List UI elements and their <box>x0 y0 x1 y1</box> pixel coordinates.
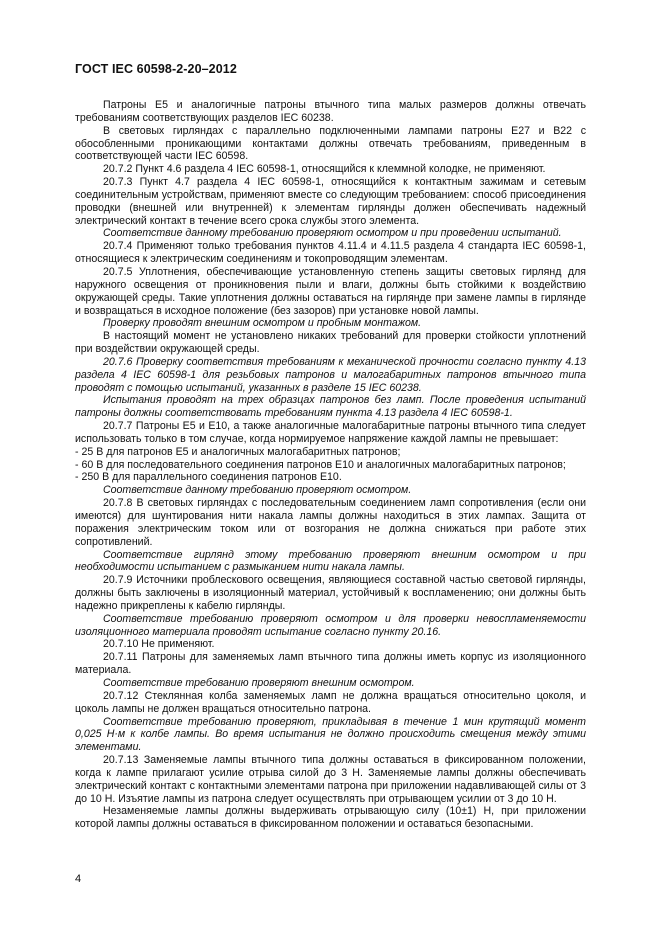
clause-20-7-4: 20.7.4 Применяют только требования пунктов 4.11.4 и 4.11.5 раздела 4 стандарта IEC 60598-1, относящиеся к электрическим соединениям и токопроводящим элементам. <box>75 240 586 266</box>
compliance-note: Соответствие требованию проверяют осмотром и для проверки невоспламеняемости изоляционного материала проводят испытание согласно пункту 20.16. <box>75 612 586 638</box>
compliance-note: Соответствие требованию проверяют внешним осмотром. <box>103 676 415 689</box>
compliance-note: Испытания проводят на трех образцах патронов без ламп. После проведения испытаний патроны должны соответствовать требованиям пункта 4.13 раздела 4 IEC 60598-1. <box>75 394 586 420</box>
list-item: - 25 В для патронов E5 и аналогичных малогабаритных патронов; <box>75 445 401 458</box>
compliance-note: Соответствие требованию проверяют, прикладывая в течение 1 мин крутящий момент 0,025 Н·м к колбе лампы. Во время испытания не должно происходить смещения между этими элементами. <box>75 715 586 754</box>
compliance-note: Проверку проводят внешним осмотром и пробным монтажом. <box>103 317 422 330</box>
compliance-note: Соответствие данному требованию проверяют осмотром. <box>103 484 412 497</box>
clause-20-7-13: 20.7.13 Заменяемые лампы втычного типа должны оставаться в фиксированном положении, когда к лампе прилагают усилие отрыва силой до 3 Н. Заменяемые лампы должны обеспечивать электрический контакт с контактными элементами патрона при приложении надавливающей силы от 3 до 10 Н. Изъятие лампы из патрона следует осуществлять при отрывающем усилии от 3 до 10 Н. <box>75 754 586 805</box>
clause-20-7-2: 20.7.2 Пункт 4.6 раздела 4 IEC 60598-1, относящийся к клеммной колодке, не применяют. <box>103 163 546 176</box>
clause-20-7-10: 20.7.10 Не применяют. <box>103 638 215 651</box>
clause-20-7-9: 20.7.9 Источники проблескового освещения, являющиеся составной частью световой гирлянды, должны быть заключены в изоляционный материал, устойчивый к воспламенению; они должны быть надежно прикреплены к кабелю гирлянды. <box>75 574 586 612</box>
document-header: ГОСТ IEC 60598-2-20–2012 <box>75 62 237 76</box>
clause-20-7-3: 20.7.3 Пункт 4.7 раздела 4 IEC 60598-1, относящийся к контактным зажимам и сетевым соединительным устройствам, применяют вместе со следующим требованием: способ присоединения проводки (внешней или внутренней) к элементам гирлянды должен обеспечивать надежный электрический контакт в течение всего срока службы этого элемента. <box>75 176 586 227</box>
paragraph: В световых гирляндах с параллельно подключенными лампами патроны E27 и B22 с обособленными проникающими контактами должны отвечать требованиям, приведенным в соответствующей части IEC 60598. <box>75 124 586 163</box>
compliance-note: Соответствие данному требованию проверяют осмотром и при проведении испытаний. <box>103 227 562 240</box>
page-number: 4 <box>75 873 82 885</box>
clause-20-7-12: 20.7.12 Стеклянная колба заменяемых ламп не должна вращаться относительно цоколя, и цоколь лампы не должен вращаться относительно патрона. <box>75 689 586 715</box>
compliance-note: Соответствие гирлянд этому требованию проверяют внешним осмотром и при необходимости испытанием с размыканием нити накала лампы. <box>75 548 586 574</box>
list-item: - 60 В для последовательного соединения патронов E10 и аналогичных малогабаритных патронов; <box>75 458 566 471</box>
paragraph: В настоящий момент не установлено никаких требований для проверки стойкости уплотнений при воздействии окружающей среды. <box>75 330 586 356</box>
paragraph: Незаменяемые лампы должны выдерживать отрывающую силу (10±1) Н, при приложении которой лампы должны оставаться в фиксированном положении и оставаться безопасными. <box>75 805 586 831</box>
clause-20-7-6: 20.7.6 Проверку соответствия требованиям к механической прочности согласно пункту 4.13 раздела 4 IEC 60598-1 для резьбовых патронов и малогабаритных патронов втычного типа проводят с помощью испытаний, указанных в разделе 15 IEC 60238. <box>75 355 586 394</box>
list-item: - 250 В для параллельного соединения патронов E10. <box>75 471 342 484</box>
paragraph: Патроны E5 и аналогичные патроны втычного типа малых размеров должны отвечать требованиям соответствующих разделов IEC 60238. <box>75 99 586 124</box>
document-body <box>75 99 586 831</box>
clause-20-7-8: 20.7.8 В световых гирляндах с последовательным соединением ламп сопротивления (если они имеются) для шунтирования нити накала лампы должны находиться в этих лампах. Защита от поражения электрическим током или от возгорания не должна снижаться при работе этих сопротивлений. <box>75 497 586 548</box>
clause-20-7-7: 20.7.7 Патроны E5 и E10, а также аналогичные малогабаритные патроны втычного типа следует использовать только в том случае, когда нормируемое напряжение каждой лампы не превышает: <box>75 420 586 445</box>
clause-20-7-5: 20.7.5 Уплотнения, обеспечивающие установленную степень защиты световых гирлянд для наружного освещения от проникновения пыли и влаги, должны быть стойкими к воздействию окружающей среды. Такие уплотнения должны оставаться на гирлянде при замене лампы в гирлянде и возвращаться в исходное положение (без зазоров) при установке новой лампы. <box>75 265 586 317</box>
clause-20-7-11: 20.7.11 Патроны для заменяемых ламп втычного типа должны иметь корпус из изоляционного материала. <box>75 651 586 677</box>
